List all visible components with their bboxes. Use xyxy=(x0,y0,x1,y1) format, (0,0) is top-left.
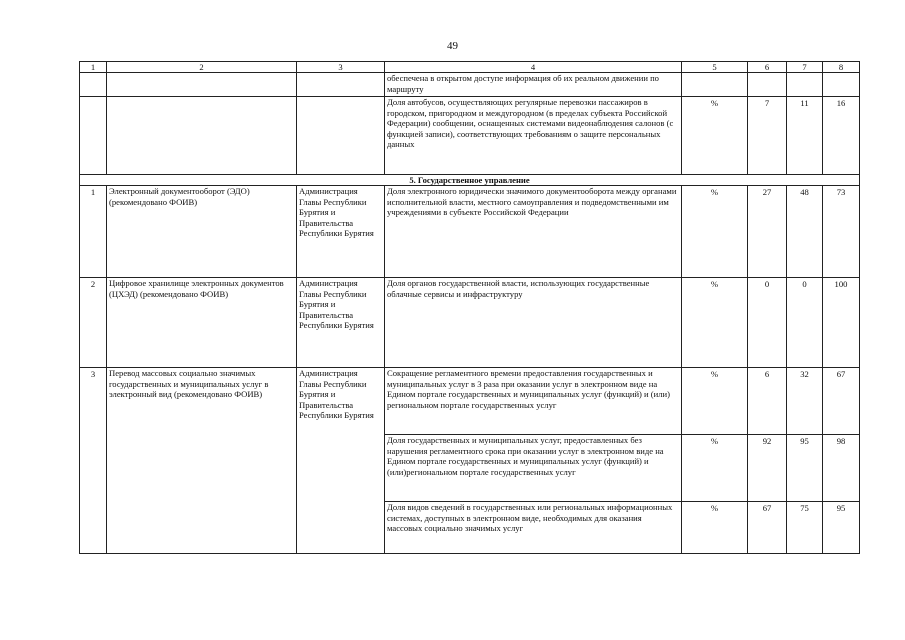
unit-cell xyxy=(682,73,748,97)
indicator-cell: Доля автобусов, осуществляющих регулярные перевозки пассажиров в городском, пригородном и междугородном (в пределах субъекта Российской Федерации) сообщении, оснащенных системами видеонаблюдения салонов (с функцией записи), соответствующих требованиям о защите персональных данных xyxy=(385,97,682,175)
table-row xyxy=(80,186,860,278)
header-cell: 5 xyxy=(682,62,748,73)
value-cell: 32 xyxy=(787,368,823,435)
project-executor: Администрация Главы Республики Бурятия и Правительства Республики Бурятия xyxy=(297,368,385,554)
value-cell: 6 xyxy=(748,368,787,435)
value-cell: 48 xyxy=(787,186,823,278)
unit-cell: % xyxy=(682,186,748,278)
table-row xyxy=(80,278,860,368)
value-cell: 98 xyxy=(823,435,860,502)
header-cell: 8 xyxy=(823,62,860,73)
value-cell: 92 xyxy=(748,435,787,502)
unit-cell: % xyxy=(682,97,748,175)
indicator-cell: обеспечена в открытом доступе информация об их реальном движении по маршруту xyxy=(385,73,682,97)
project-name: Цифровое хранилище электронных документов (ЦХЭД) (рекомендовано ФОИВ) xyxy=(107,278,297,368)
section-title: 5. Государственное управление xyxy=(80,175,860,186)
header-cell: 2 xyxy=(107,62,297,73)
table-row xyxy=(80,368,860,435)
project-name: Электронный документооборот (ЭДО) (рекомендовано ФОИВ) xyxy=(107,186,297,278)
value-cell: 67 xyxy=(748,502,787,554)
unit-cell: % xyxy=(682,278,748,368)
indicator-cell: Доля государственных и муниципальных услуг, предоставленных без нарушения регламентного срока при оказании услуг в электронном виде на Едином портале государственных и муниципальных услуг (функций) и (или)региональном портале государственных услуг xyxy=(385,435,682,502)
value-cell xyxy=(823,73,860,97)
value-cell: 11 xyxy=(787,97,823,175)
value-cell: 100 xyxy=(823,278,860,368)
unit-cell: % xyxy=(682,502,748,554)
header-cell: 7 xyxy=(787,62,823,73)
header-cell: 6 xyxy=(748,62,787,73)
value-cell: 73 xyxy=(823,186,860,278)
value-cell: 95 xyxy=(823,502,860,554)
value-cell: 0 xyxy=(787,278,823,368)
header-cell: 4 xyxy=(385,62,682,73)
value-cell: 95 xyxy=(787,435,823,502)
header-cell: 1 xyxy=(80,62,107,73)
indicator-cell: Доля органов государственной власти, использующих государственные облачные сервисы и инфраструктуру xyxy=(385,278,682,368)
project-executor: Администрация Главы Республики Бурятия и Правительства Республики Бурятия xyxy=(297,278,385,368)
indicators-table xyxy=(79,61,860,554)
table-row xyxy=(80,97,860,175)
unit-cell: % xyxy=(682,368,748,435)
value-cell: 7 xyxy=(748,97,787,175)
page-number: 49 xyxy=(447,40,458,52)
table-row xyxy=(80,73,860,97)
indicator-cell: Сокращение регламентного времени предоставления государственных и муниципальных услуг в 3 раза при оказании услуг в электронном виде на Едином портале государственных и муниципальных услуг (функций) и (или) региональном портале государственных услуг xyxy=(385,368,682,435)
value-cell: 0 xyxy=(748,278,787,368)
value-cell xyxy=(787,73,823,97)
value-cell: 75 xyxy=(787,502,823,554)
header-row xyxy=(80,62,860,73)
project-executor: Администрация Главы Республики Бурятия и Правительства Республики Бурятия xyxy=(297,186,385,278)
unit-cell: % xyxy=(682,435,748,502)
section-row xyxy=(80,175,860,186)
value-cell: 27 xyxy=(748,186,787,278)
header-cell: 3 xyxy=(297,62,385,73)
indicator-cell: Доля электронного юридически значимого документооборота между органами исполнительной власти, местного самоуправления и подведомственными им учреждениями в субъекте Российской Федерации xyxy=(385,186,682,278)
value-cell xyxy=(748,73,787,97)
project-number: 2 xyxy=(80,278,107,368)
value-cell: 16 xyxy=(823,97,860,175)
project-name: Перевод массовых социально значимых государственных и муниципальных услуг в электронный вид (рекомендовано ФОИВ) xyxy=(107,368,297,554)
project-number: 1 xyxy=(80,186,107,278)
project-number: 3 xyxy=(80,368,107,554)
value-cell: 67 xyxy=(823,368,860,435)
indicator-cell: Доля видов сведений в государственных или региональных информационных системах, доступных в электронном виде, необходимых для оказания массовых социально значимых услуг xyxy=(385,502,682,554)
